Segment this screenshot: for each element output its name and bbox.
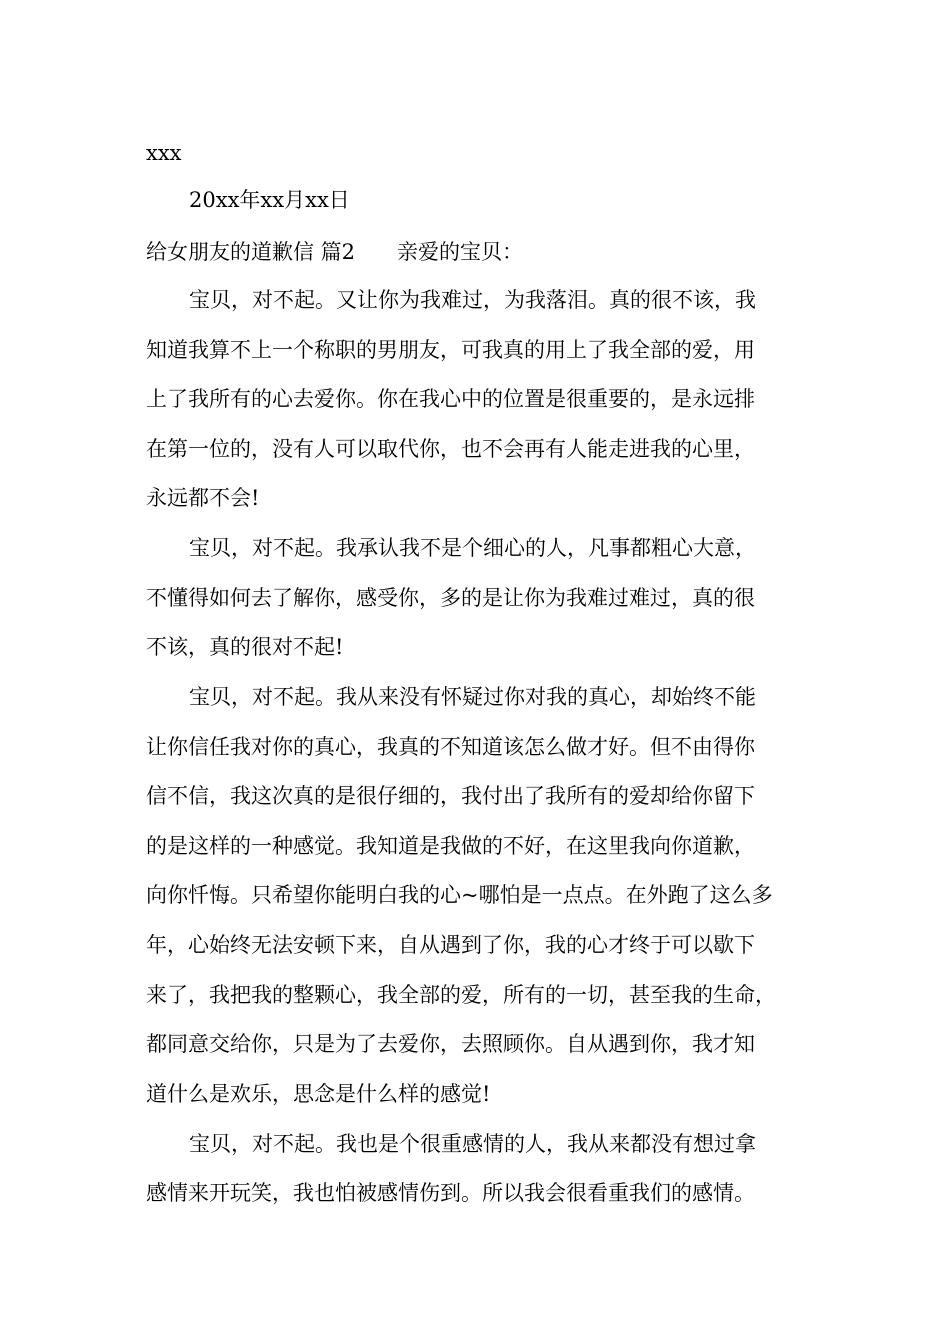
- paragraph-line: 不该，真的很对不起!: [146, 635, 344, 659]
- greeting: 亲爱的宝贝：: [397, 240, 524, 264]
- paragraph-line: 永远都不会!: [146, 486, 260, 510]
- paragraph-line: 在第一位的，没有人可以取代你，也不会再有人能走进我的心里，: [146, 437, 755, 461]
- section-title: 给女朋友的道歉信 篇2: [146, 240, 356, 264]
- paragraph-line: 知道我算不上一个称职的男朋友，可我真的用上了我全部的爱，用: [146, 338, 755, 362]
- paragraph-line: 宝贝，对不起。我承认我不是个细心的人，凡事都粗心大意，: [189, 536, 756, 560]
- paragraph-line: 向你忏悔。只希望你能明白我的心~哪怕是一点点。在外跑了这么多: [146, 883, 773, 907]
- section-heading: [146, 240, 523, 264]
- paragraph-line: 不懂得如何去了解你，感受你，多的是让你为我难过难过，真的很: [146, 586, 755, 610]
- paragraph-line: 都同意交给你，只是为了去爱你，去照顾你。自从遇到你，我才知: [146, 1032, 755, 1056]
- paragraph-line: 年，心始终无法安顿下来，自从遇到了你，我的心才终于可以歇下: [146, 933, 755, 957]
- signature: xxx: [146, 141, 182, 165]
- paragraph-line: 感情来开玩笑，我也怕被感情伤到。所以我会很看重我们的感情。: [146, 1181, 755, 1205]
- paragraph-line: 上了我所有的心去爱你。你在我心中的位置是很重要的，是永远排: [146, 387, 755, 411]
- paragraph-line: 宝贝，对不起。又让你为我难过，为我落泪。真的很不该，我: [189, 288, 756, 312]
- letter-date: 20xx年xx月xx日: [189, 188, 350, 212]
- paragraph-line: 的是这样的一种感觉。我知道是我做的不好，在这里我向你道歉，: [146, 834, 755, 858]
- paragraph-line: 来了，我把我的整颗心，我全部的爱，所有的一切，甚至我的生命，: [146, 983, 776, 1007]
- paragraph-line: 道什么是欢乐，思念是什么样的感觉!: [146, 1082, 491, 1106]
- paragraph-line: 宝贝，对不起。我从来没有怀疑过你对我的真心，却始终不能: [189, 685, 756, 709]
- paragraph-line: 信不信，我这次真的是很仔细的，我付出了我所有的爱却给你留下: [146, 784, 755, 808]
- paragraph-line: 宝贝，对不起。我也是个很重感情的人，我从来都没有想过拿: [189, 1132, 756, 1156]
- paragraph-line: 让你信任我对你的真心，我真的不知道该怎么做才好。但不由得你: [146, 735, 755, 759]
